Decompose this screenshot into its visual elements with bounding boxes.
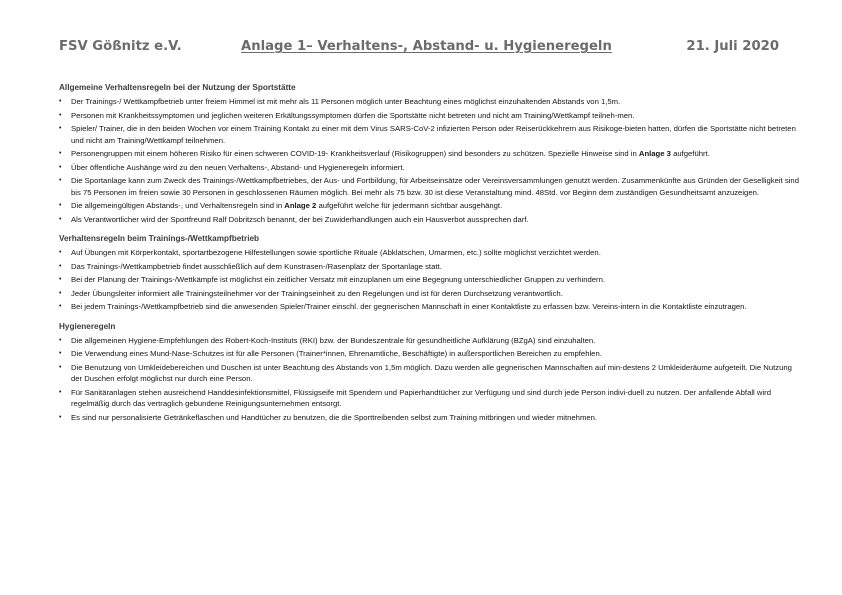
bullet-icon: • [59,303,62,310]
list-item [59,412,801,424]
bullet-icon: • [59,202,62,209]
list-item [59,214,801,226]
list-item [59,362,801,385]
section-heading: Allgemeine Verhaltensregeln bei der Nutzung der Sportstätte [59,83,296,92]
section [59,321,801,424]
section-heading: Hygieneregeln [59,321,116,331]
bullet-icon: • [59,98,62,105]
bullet-list [59,247,801,313]
bullet-icon: • [59,413,62,421]
section-heading: Verhaltensregeln beim Trainings-/Wettkampfbetrieb [59,234,260,243]
list-item [59,348,801,360]
document-title: Anlage 1– Verhaltens-, Abstand- u. Hygieneregeln [241,39,612,54]
list-item [59,288,801,300]
bullet-list [59,335,801,424]
list-item [59,110,801,122]
bullet-icon: • [59,111,62,119]
item-text: Personen mit Krankheitssymptomen und jeglichen weiteren Erkältungssymptomen dürfen die Sportstätte nicht betreten und nicht am Training/Wettkampf teilneh-men. [71,110,635,120]
list-item [59,175,801,198]
bullet-icon: • [59,177,62,184]
bullet-icon: • [59,388,62,396]
list-item [59,96,801,108]
list-item [59,274,801,286]
list-item [59,123,801,146]
item-text: Als Verantwortlicher wird der Sportfreund Ralf Dobritzsch benannt, der bei Zuwiderhandlungen auch ein Hausverbot aussprechen darf. [71,214,529,224]
list-item [59,387,801,410]
bullet-icon: • [59,262,62,270]
item-text: Die allgemeinen Hygiene-Empfehlungen des Robert-Koch-Instituts (RKI) bzw. der Bundeszentrale für gesundheitliche Aufklärung (BZgA) sind einzuhalten. [71,335,596,345]
item-text: Die Sportanlage kann zum Zweck des Trainings-/Wettkampfbetriebes, der Aus- und Fortbildung, für Arbeitseinsätze oder Vereinsversammlungen genutzt werden. Zusammenkünfte aus Gründen der Geselligkeit sind bis 75 Personen im freien sowie 30 Personen in geschlossenen Räumen möglich. Bei mehr als 75 bzw. 30 ist diese Veranstaltung mind. 48Std. vor Beginn dem zuständigen Gesundheitsamt anzuzeigen. [71,176,799,197]
club-name: FSV Gößnitz e.V. [59,39,182,54]
section [59,82,801,225]
list-item [59,335,801,347]
list-item [59,200,801,212]
bullet-icon: • [59,363,62,371]
bullet-icon: • [59,276,62,283]
attachment-reference: Anlage 2 [284,201,317,210]
bullet-icon: • [59,289,62,297]
list-item [59,261,801,273]
item-text: Das Trainings-/Wettkampbetrieb findet ausschließlich auf dem Kunstrasen-/Rasenplatz der Sportanlage statt. [71,261,442,271]
item-text: Die Verwendung eines Mund-Nase-Schutzes ist für alle Personen (Trainer*innen, Ehrenamtliche, Beschäftigte) in außersportlichen Bereichen zu empfehlen. [71,349,602,358]
item-text: Für Sanitäranlagen stehen ausreichend Handdesinfektionsmittel, Flüssigseife mit Spendern und Papierhandtücher zur Verfügung und sind durch jede Person indivi-duell zu nutzen. Der anfallende Abfall wird regelmäßig durch das vertraglich gebundene Reinigungsunternehmen entsorgt. [71,387,771,408]
item-text: Die Benutzung von Umkleidebereichen und Duschen ist unter Beachtung des Abstands von 1,5m möglich. Dazu werden alle gegnerischen Mannschaften auf min-destens 2 Umkleideräume aufgeteilt. Die Nutzung der Duschen erfolgt möglichst nur durch eine Person. [71,362,792,383]
bullet-icon: • [59,336,62,344]
item-text: Bei jedem Trainings-/Wettkampfbetrieb sind die anwesenden Spieler/Trainer einschl. der gegnerischen Mannschaft in einer Kontaktliste zu erfassen bzw. Vereins-intern in die Kontaktliste einzutragen. [71,302,747,311]
document-body [59,82,801,423]
item-text: Bei der Planung der Trainings-/Wettkämpfe ist möglichst ein zeitlicher Versatz mit einzuplanen um eine Begegnung unterschiedlicher Gruppen zu verhindern. [71,275,606,284]
list-item [59,162,801,174]
document-date: 21. Juli 2020 [686,39,779,54]
attachment-reference: Anlage 3 [638,149,671,158]
item-text: Die allgemeingültigen Abstands-, und Verhaltensregeln sind in [71,201,285,210]
bullet-icon: • [59,350,62,357]
list-item [59,247,801,259]
bullet-icon: • [59,249,62,256]
bullet-list [59,96,801,225]
item-text: Auf Übungen mit Körperkontakt, sportartbezogene Hilfestellungen sowie sportliche Rituale (Abklatschen, Umarmen, etc.) sollte möglichst verzichtet werden. [71,248,601,257]
item-text: aufgeführt welche für jedermann sichtbar ausgehängt. [316,201,503,210]
bullet-icon: • [59,125,62,132]
item-text: Personengruppen mit einem höheren Risiko für einen schweren COVID-19- Krankheitsverlauf (Risikogruppen) sind besonders zu schützen. Spezielle Hinweise sind in [71,149,639,158]
list-item [59,148,801,160]
bullet-icon: • [59,150,62,157]
item-text: aufgeführt. [670,149,710,158]
item-text: Es sind nur personalisierte Getränkeflaschen und Handtücher zu benutzen, die die Sporttreibenden selbst zum Training mitbringen und wieder mitnehmen. [71,412,598,422]
page-header [59,39,799,59]
item-text: Der Trainings-/ Wettkampfbetrieb unter freiem Himmel ist mit mehr als 11 Personen möglich unter Beachtung eines möglichst einzuhaltenden Abstands von 1,5m. [71,97,621,106]
item-text: Spieler/ Trainer, die in den beiden Wochen vor einem Training Kontakt zu einer mit dem Virus SARS-CoV-2 infizierten Person oder Reiserückkehrern aus Risikoge-bieten hatten, dürfen die Sportstätte nicht betreten und nicht am Training/Wettkampf teilnehmen. [71,124,796,145]
item-text: Über öffentliche Aushänge wird zu den neuen Verhaltens-, Abstand- und Hygieneregeln informiert. [71,162,405,172]
bullet-icon: • [59,215,62,223]
section [59,233,801,313]
bullet-icon: • [59,163,62,171]
item-text: Jeder Übungsleiter informiert alle Trainingsteilnehmer vor der Trainingseinheit zu den Regelungen und ist für deren Durchsetzung verantwortlich. [71,288,563,298]
list-item [59,301,801,313]
